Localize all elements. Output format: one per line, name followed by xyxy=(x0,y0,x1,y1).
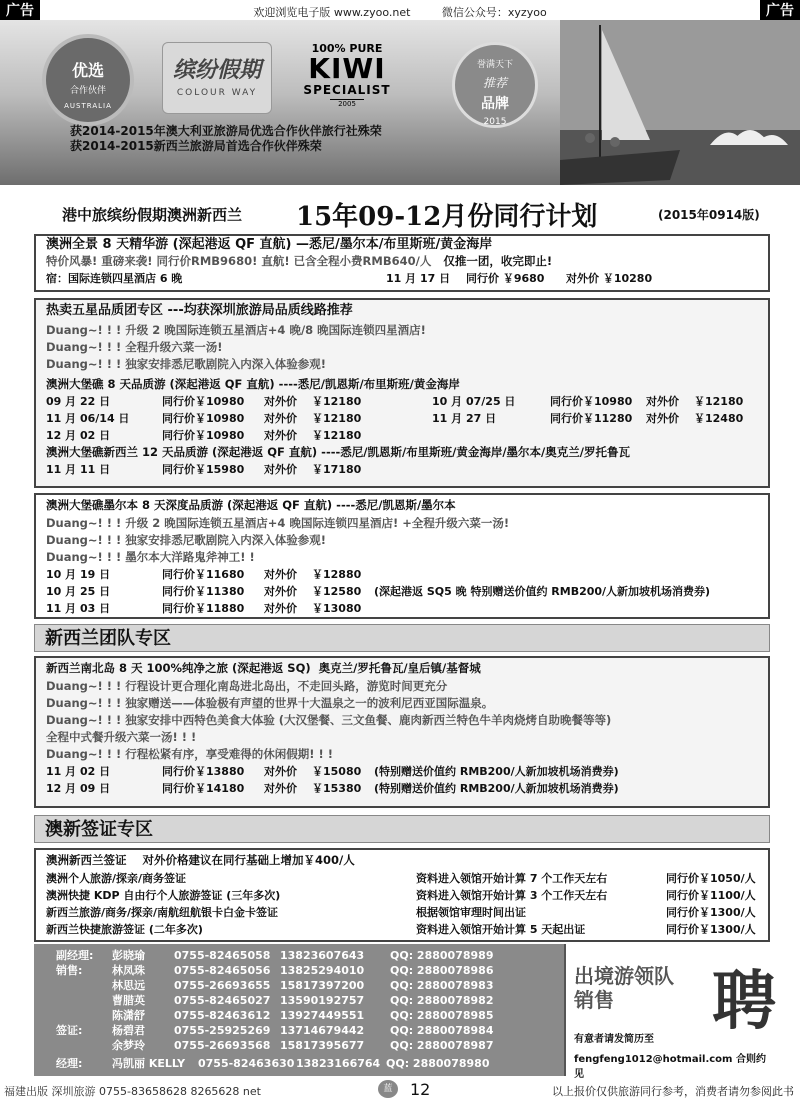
awards-text: 获2014-2015年澳大利亚旅游局优选合作伙伴旅行社殊荣 获2014-2015新西兰旅游局首选合作伙伴殊荣 xyxy=(70,124,382,153)
table-row: 澳洲个人旅游/探亲/商务签证 资料进入领馆开始计算 7 个工作天左右 同行价￥1050/人 xyxy=(46,872,756,885)
table-row: 11 月 11 日 同行价￥15980 对外价 ￥17180 xyxy=(46,463,362,476)
top-bar xyxy=(0,4,800,20)
table-row: 10 月 19 日 同行价￥11680 对外价 ￥12880 xyxy=(46,568,362,581)
five-star-section: 热卖五星品质团专区 ---均获深圳旅游局品质线路推荐 Duang~! ! ! 升级 2 晚国际连锁五星酒店+4 晚/8 晚国际连锁四星酒店! Duang~! ! ! 全程升级六菜一汤! Duang~! ! ! 独家安排悉尼歌剧院入内深入体验参观! 澳洲大堡礁 8 天品质游 (深起港返 QF 直航) ----悉尼/凯恩斯/布里斯班/黄金海岸 09 月 22 日 同行价￥10980 对外价 ￥12180 10 月 07/25 日 同行价￥10980 对外价 ￥12180 11 月 06/14 日 同行价￥10980 对外价 ￥12180 11 月 27 日 同行价￥11280 对外价 ￥12480 12 月 02 日 同行价￥10980 对外价 ￥12180 澳洲大堡礁新西兰 12 天品质游 (深起港返 QF 直航) ----悉尼/凯恩斯/布里斯班/黄金海岸/墨尔本/奥克兰/罗托鲁瓦 11 月 11 日 同行价￥15980 对外价 ￥17180 xyxy=(34,298,770,488)
footer: 福建出版 深圳旅游 0755-83658628 8265628 net 蓝 12 以上报价仅供旅游同行参考，消费者请勿参阅此书 xyxy=(4,1080,794,1099)
colourway-logo: 缤纷假期 COLOUR WAY xyxy=(162,42,272,114)
table-row: 10 月 25 日 同行价￥11380 对外价 ￥12580 (深起港返 SQ5 晚 特别赠送价值约 RMB200/人新加坡机场消费券) xyxy=(46,585,711,598)
table-row: 12 月 09 日 同行价￥14180 对外价 ￥15380 (特别赠送价值约 RMB200/人新加坡机场消费券) xyxy=(46,782,619,795)
table-row: 12 月 02 日 同行价￥10980 对外价 ￥12180 xyxy=(46,429,362,442)
visa-section-heading: 澳新签证专区 xyxy=(34,815,770,843)
nz-section-heading: 新西兰团队专区 xyxy=(34,624,770,652)
table-row: 09 月 22 日 同行价￥10980 对外价 ￥12180 10 月 07/25 日 同行价￥10980 对外价 ￥12180 xyxy=(46,395,744,408)
table-row: 澳洲快捷 KDP 自由行个人旅游签证 (三年多次) 资料进入领馆开始计算 3 个工作天左右 同行价￥1100/人 xyxy=(46,889,756,902)
visa-section: 澳洲新西兰签证 对外价格建议在同行基础上增加￥400/人 澳洲个人旅游/探亲/商务签证 资料进入领馆开始计算 7 个工作天左右 同行价￥1050/人 澳洲快捷 KDP 自由行个人旅游签证 (三年多次) 资料进入领馆开始计算 3 个工作天左右 同行价￥1100/人 新西兰旅游/商务/探亲/南航纽航银卡白金卡签证 根据领馆审理时间出证 同行价￥1300/人 新西兰快捷旅游签证 (二年多次) 资料进入领馆开始计算 5 天起出证 同行价￥1300/人 xyxy=(34,848,770,942)
banner xyxy=(0,20,800,185)
kiwi-specialist-logo: 100% PURE KIWI SPECIALIST 2005 xyxy=(303,42,391,108)
tour-panel-australia-8day: 澳洲全景 8 天精华游 (深起港返 QF 直航) —悉尼/墨尔本/布里斯班/黄金海岸 特价风暴! 重磅来袭! 同行价RMB9680! 直航! 已含全程小费RMB640/人 仅推一团，收完即止! 宿：国际连锁四星酒店 6 晚 11 月 17 日 同行价 ￥9680 对外价 ￥10280 xyxy=(34,234,770,292)
table-row: 11 月 02 日 同行价￥13880 对外价 ￥15080 (特别赠送价值约 RMB200/人新加坡机场消费券) xyxy=(46,765,619,778)
recommended-brand-badge: 誉满天下 推荐 品牌 2015 xyxy=(452,42,538,128)
main-title: 港中旅缤纷假期澳洲新西兰 15年09-12月份同行计划 (2015年0914版) xyxy=(62,202,760,232)
wechat-account: 微信公众号：xyzyoo xyxy=(441,6,547,19)
ad-label-right: 广告 xyxy=(760,0,800,22)
nz-tour-section: 新西兰南北岛 8 天 100%纯净之旅 (深起港返 SQ) 奥克兰/罗托鲁瓦/皇后镇/基督城 Duang~! ! ! 行程设计更合理化南岛进北岛出，不走回头路，游览时间更充分 Duang~! ! ! 独家赠送——体验极有声望的世界十大温泉之一的波利尼西亚国际温泉。 Duang~! ! ! 独家安排中西特色美食大体验 (大汉堡餐、三文鱼餐、鹿肉新西兰特色牛羊肉烧烤自助晚餐等等) 全程中式餐升级六菜一汤! ! ! Duang~! ! ! 行程松紧有序，享受难得的休闲假期! ! ! 11 月 02 日 同行价￥13880 对外价 ￥15080 (特别赠送价值约 RMB200/人新加坡机场消费券) 12 月 09 日 同行价￥14180 对外价 ￥15380 (特别赠送价值约 RMB200/人新加坡机场消费券) xyxy=(34,656,770,808)
sailboat-opera-house-photo xyxy=(560,20,800,185)
preferred-partner-logo: 优选 合作伙伴 AUSTRALIA xyxy=(42,34,134,126)
table-row: 新西兰快捷旅游签证 (二年多次) 资料进入领馆开始计算 5 天起出证 同行价￥1300/人 xyxy=(46,923,756,936)
table-row: 新西兰旅游/商务/探亲/南航纽航银卡白金卡签证 根据领馆审理时间出证 同行价￥1300/人 xyxy=(46,906,756,919)
hiring-ad: 出境游领队 销售 聘 有意者请发简历至 fengfeng1012@hotmail.com 合则约见 xyxy=(564,944,770,1076)
page-number: 12 xyxy=(410,1080,431,1099)
contact-panel: 副经理: 彭晓瑜 0755-82465058 13823607643 QQ: 2880078989 销售: 林凤珠 0755-82465056 13825294010 QQ: 2880078986 林思远 0755-26693655 15817397200 QQ: 2880078983 曹腊英 0755-82465027 13590192757 QQ: 2880078982 陈潇舒 0755-82463612 13927449551 QQ: 2880078985 签证: 杨碧君 0755-25925269 13714679442 QQ: 2880078984 余梦玲 0755-26693568 15817395677 QQ: 2880078987 经理: 冯凯丽 KELLY 0755-82463630 13823166764 QQ: 2880078980 出境游领队 销售 聘 有意者请发简历至 fengfeng1012@hotmail.com 合则约见 xyxy=(34,944,770,1076)
ad-label-left: 广告 xyxy=(0,0,40,22)
table-row: 11 月 06/14 日 同行价￥10980 对外价 ￥12180 11 月 27 日 同行价￥11280 对外价 ￥12480 xyxy=(46,412,744,425)
table-row: 11 月 03 日 同行价￥11880 对外价 ￥13080 xyxy=(46,602,362,615)
site-url[interactable]: 欢迎浏览电子版 www.zyoo.net xyxy=(253,6,411,19)
great-barrier-reef-melbourne-section: 澳洲大堡礁墨尔本 8 天深度品质游 (深起港返 QF 直航) ----悉尼/凯恩斯/墨尔本 Duang~! ! ! 升级 2 晚国际连锁五星酒店+4 晚国际连锁四星酒店! +全程升级六菜一汤! Duang~! ! ! 独家安排悉尼歌剧院入内深入体验参观! Duang~! ! ! 墨尔本大洋路鬼斧神工! ! 10 月 19 日 同行价￥11680 对外价 ￥12880 10 月 25 日 同行价￥11380 对外价 ￥12580 (深起港返 SQ5 晚 特别赠送价值约 RMB200/人新加坡机场消费券) 11 月 03 日 同行价￥11880 对外价 ￥13080 xyxy=(34,493,770,619)
page-badge-icon: 蓝 xyxy=(378,1080,398,1098)
hiring-email[interactable]: fengfeng1012@hotmail.com 合则约见 xyxy=(574,1054,766,1080)
